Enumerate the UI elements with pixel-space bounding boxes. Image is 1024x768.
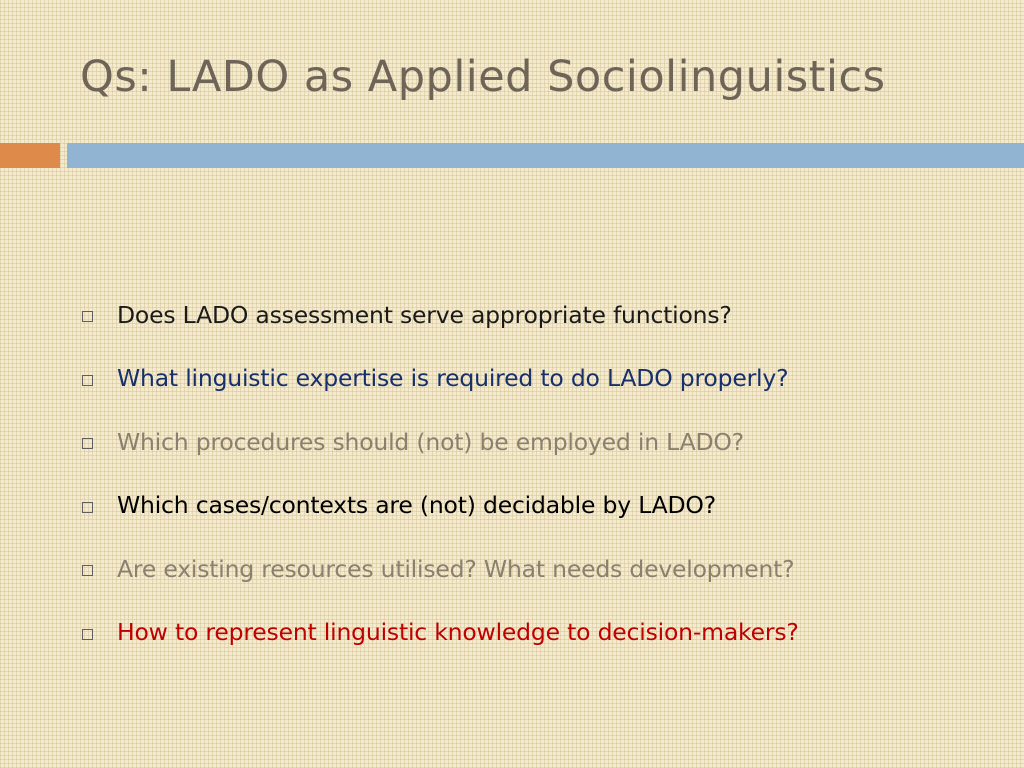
bullet-text: Are existing resources utilised? What needs development?	[117, 554, 795, 583]
bullet-text: Does LADO assessment serve appropriate functions?	[117, 300, 732, 329]
hollow-square-bullet-icon	[82, 438, 93, 449]
hollow-square-bullet-icon	[82, 565, 93, 576]
bullet-text: Which cases/contexts are (not) decidable by LADO?	[117, 491, 716, 520]
bullet-item	[82, 410, 799, 474]
bullet-item	[82, 601, 799, 665]
hollow-square-bullet-icon	[82, 375, 93, 386]
bullet-item	[82, 347, 799, 411]
bullet-text: How to represent linguistic knowledge to decision-makers?	[117, 618, 799, 647]
hollow-square-bullet-icon	[82, 629, 93, 640]
bullet-item	[82, 537, 799, 601]
blue-accent-bar	[67, 143, 1024, 168]
orange-accent-bar	[0, 143, 60, 168]
slide-title: Qs: LADO as Applied Sociolinguistics	[80, 52, 886, 102]
bullet-text: Which procedures should (not) be employed in LADO?	[117, 427, 744, 456]
hollow-square-bullet-icon	[82, 311, 93, 322]
bullet-item	[82, 283, 799, 347]
bullet-item	[82, 474, 799, 538]
bullet-text: What linguistic expertise is required to do LADO properly?	[117, 364, 789, 393]
hollow-square-bullet-icon	[82, 502, 93, 513]
bullet-list	[82, 283, 799, 664]
